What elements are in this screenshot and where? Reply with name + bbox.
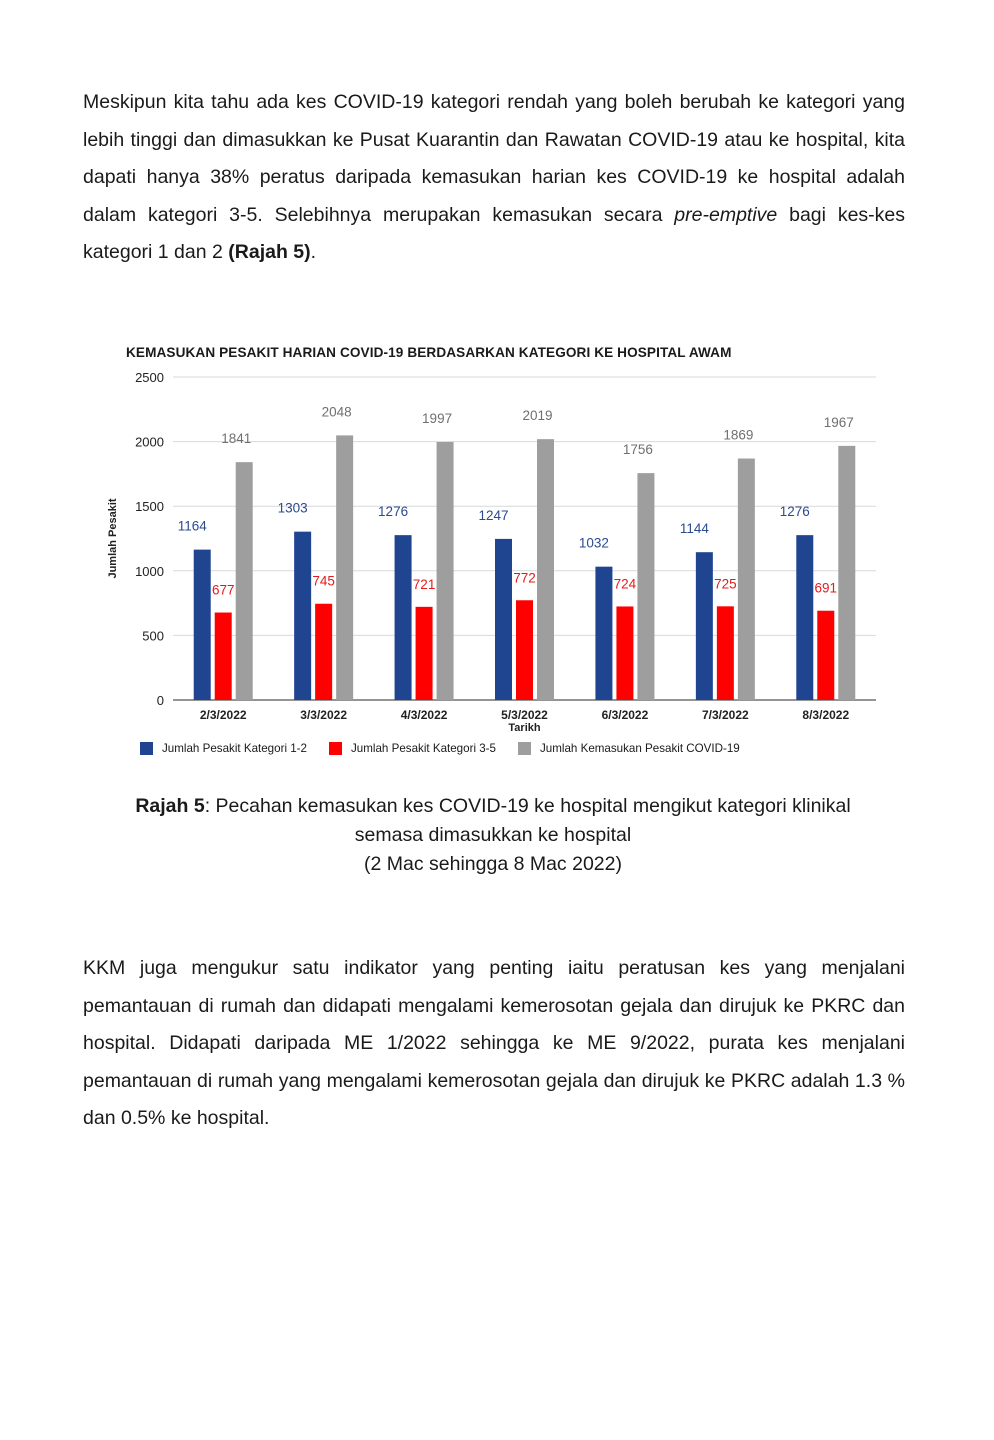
- data-label: 1967: [823, 414, 854, 430]
- x-tick-label: 4/3/2022: [400, 708, 448, 722]
- bar: [537, 439, 554, 700]
- legend-label-kategori-1-2: Jumlah Pesakit Kategori 1-2: [162, 742, 307, 755]
- data-label: 772: [513, 570, 536, 586]
- legend-item-kategori-1-2: [140, 742, 307, 755]
- bar: [696, 552, 713, 700]
- y-tick-label: 1000: [135, 563, 164, 579]
- data-label: 2019: [522, 408, 553, 424]
- data-label: 1997: [422, 410, 453, 426]
- bar: [616, 606, 633, 700]
- bar: [236, 462, 253, 700]
- legend-swatch-jumlah-kemasukan: [518, 742, 531, 755]
- x-tick-label: 5/3/2022: [501, 708, 548, 722]
- data-label: 2048: [321, 404, 352, 420]
- legend-label-jumlah-kemasukan: Jumlah Kemasukan Pesakit COVID-19: [540, 742, 740, 755]
- intro-emphasis: pre-emptive: [674, 203, 778, 226]
- bar: [838, 446, 855, 700]
- bar: [817, 611, 834, 700]
- data-label: 724: [613, 576, 637, 592]
- data-label: 691: [814, 580, 838, 596]
- legend-item-jumlah-kemasukan: [518, 742, 740, 755]
- y-tick-label: 2000: [135, 434, 164, 450]
- bar: [294, 532, 311, 700]
- intro-paragraph: [83, 84, 905, 272]
- data-label: 1144: [679, 521, 709, 537]
- bar: [336, 435, 353, 700]
- bar: [516, 600, 533, 700]
- chart-legend: [140, 742, 762, 755]
- data-label: 1756: [622, 442, 653, 458]
- chart-plot: [100, 338, 890, 770]
- x-tick-label: 7/3/2022: [701, 708, 749, 722]
- bar: [395, 535, 412, 700]
- bar: [495, 539, 512, 700]
- data-label: 1164: [177, 518, 207, 534]
- bar: [437, 442, 454, 700]
- second-paragraph: KKM juga mengukur satu indikator yang penting iaitu peratusan kes yang menjalani pemantauan di rumah dan didapati mengalami kemerosotan gejala dan dirujuk ke PKRC dan hospital. Didapati daripada ME 1/2022 sehingga ke ME 9/2022, purata kes menjalani pemantauan di rumah yang mengalami kemerosotan gejala dan dirujuk ke PKRC adalah 1.3 % dan 0.5% ke hospital.: [83, 957, 905, 1130]
- x-axis-label: Tarikh: [508, 722, 541, 734]
- y-tick-label: 500: [142, 628, 164, 644]
- bar: [416, 607, 433, 700]
- data-label: 1276: [378, 504, 409, 520]
- legend-swatch-kategori-1-2: [140, 742, 153, 755]
- intro-text-end: .: [310, 241, 317, 264]
- caption-line-3: (2 Mac sehingga 8 Mac 2022): [364, 853, 622, 875]
- data-label: 1841: [221, 431, 252, 447]
- intro-text-part1: Meskipun kita tahu ada kes COVID-19 kategori rendah yang boleh berubah ke kategori yang lebih tinggi dan dimasukkan ke Pusat Kuarantin dan Rawatan COVID-19 atau ke hospital, kita dapati hanya 38% peratus daripada kemasukan harian kes COVID-19 ke hospital adalah dalam kategori 3-5. Selebihnya merupakan kemasukan secara: [83, 91, 905, 226]
- data-label: 721: [412, 576, 436, 592]
- data-label: 725: [714, 576, 737, 592]
- bar: [796, 535, 813, 700]
- y-tick-label: 2500: [135, 370, 164, 385]
- bar: [595, 567, 612, 700]
- figure-caption: [60, 792, 926, 879]
- data-label: 677: [211, 582, 235, 598]
- y-tick-label: 1500: [135, 499, 164, 515]
- chart-title: KEMASUKAN PESAKIT HARIAN COVID-19 BERDASARKAN KATEGORI KE HOSPITAL AWAM: [126, 345, 732, 360]
- data-label: 745: [312, 573, 335, 589]
- caption-line-1: [60, 792, 926, 821]
- intro-text-part2: bagi kes-kes kategori 1 dan 2: [83, 203, 906, 264]
- bar: [717, 606, 734, 700]
- caption-label: Rajah 5: [135, 795, 205, 817]
- x-tick-label: 8/3/2022: [802, 708, 850, 722]
- bar: [738, 459, 755, 700]
- legend-swatch-kategori-3-5: [329, 742, 342, 755]
- x-tick-label: 2/3/2022: [199, 708, 247, 722]
- data-label: 1247: [478, 507, 509, 523]
- legend-label-kategori-3-5: Jumlah Pesakit Kategori 3-5: [351, 742, 496, 755]
- x-tick-label: 3/3/2022: [300, 708, 348, 722]
- y-axis-label: Jumlah Pesakit: [107, 498, 119, 579]
- data-label: 1869: [723, 427, 754, 443]
- caption-line-2: semasa dimasukkan ke hospital: [354, 824, 632, 846]
- data-label: 1032: [578, 535, 609, 551]
- intro-figure-reference: (Rajah 5): [228, 241, 311, 264]
- x-tick-label: 6/3/2022: [601, 708, 649, 722]
- y-tick-label: 0: [156, 693, 164, 708]
- data-label: 1276: [779, 504, 810, 520]
- bar: [215, 613, 232, 700]
- data-label: 1303: [277, 500, 308, 516]
- caption-text-1: : Pecahan kemasukan kes COVID-19 ke hospital mengikut kategori klinikal: [204, 795, 851, 817]
- bar: [315, 604, 332, 700]
- bar: [194, 550, 211, 700]
- chart-figure: [100, 338, 890, 770]
- bar: [637, 473, 654, 700]
- legend-item-kategori-3-5: [329, 742, 496, 755]
